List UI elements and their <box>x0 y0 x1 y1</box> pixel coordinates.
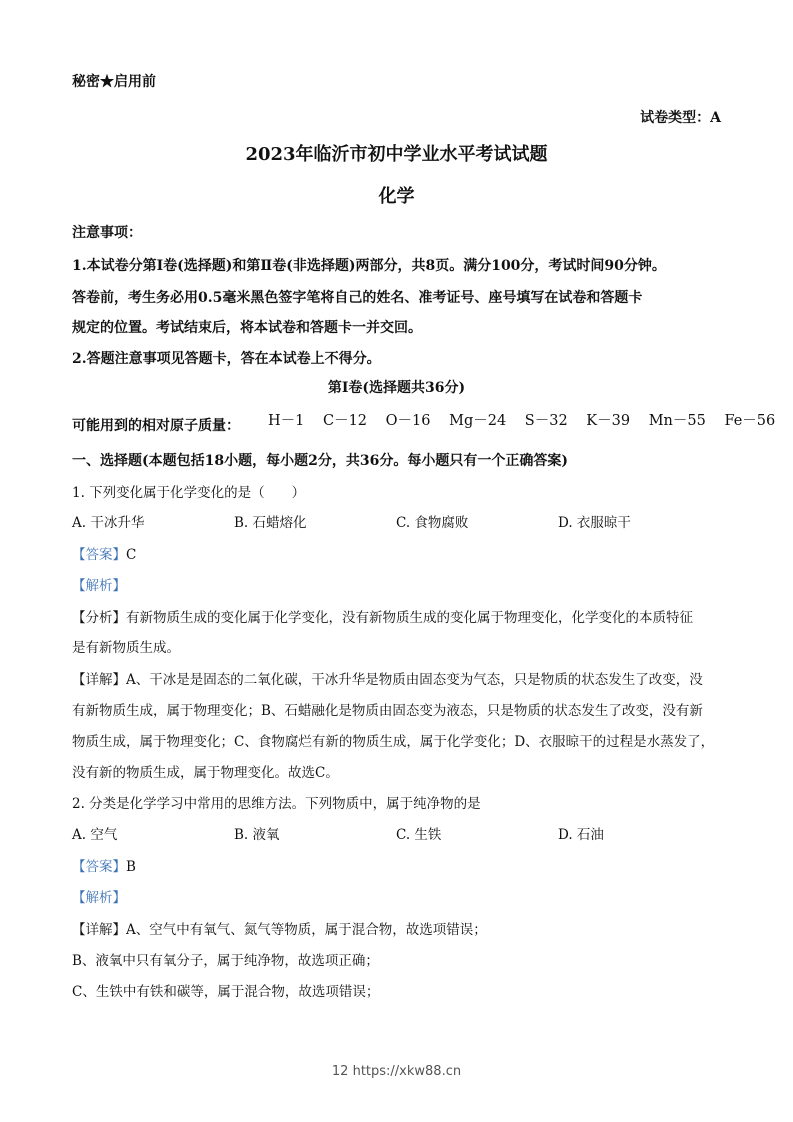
question-2-jiexi-tag: 【解析】 <box>72 890 126 906</box>
question-2-option-a: A. 空气 <box>72 827 118 843</box>
atomic-mass-item: Mg－24 <box>449 413 507 429</box>
multiple-choice-heading: 一、选择题(本题包括18小题，每小题2分，共36分。每小题只有一个正确答案) <box>72 453 568 469</box>
answer-tag: 【答案】 <box>72 859 126 875</box>
detail-tag: 【详解】 <box>72 922 126 938</box>
question-2-detail-line: C、生铁中有铁和碳等，属于混合物，故选项错误； <box>72 984 380 1000</box>
atomic-mass-item: S－32 <box>524 413 568 429</box>
question-1-option-a: A. 干冰升华 <box>72 515 145 531</box>
detail-text: A、干冰是是固态的二氧化碳，干冰升华是物质由固态变为气态，只是物质的状态发生了改变，没 <box>126 672 703 688</box>
atomic-mass-item: H－1 <box>268 413 305 429</box>
notice-line: 1.本试卷分第Ⅰ卷(选择题)和第Ⅱ卷(非选择题)两部分，共8页。满分100分，考试时间90分钟。 <box>72 258 666 274</box>
question-2-detail-line: B、液氧中只有氧分子，属于纯净物，故选项正确； <box>72 953 379 969</box>
question-1-stem: 1. 下列变化属于化学变化的是（ ） <box>72 485 306 501</box>
analysis-text: 有新物质生成的变化属于化学变化，没有新物质生成的变化属于物理变化，化学变化的本质特征 <box>126 610 693 626</box>
notice-line: 答卷前，考生务必用0.5毫米黑色签字笔将自己的姓名、准考证号、座号填写在试卷和答题卡 <box>72 290 643 306</box>
question-1-analysis <box>72 608 693 628</box>
subject-title: 化学 <box>378 186 415 207</box>
question-2-detail <box>72 920 487 940</box>
atomic-mass-item: K－39 <box>586 413 631 429</box>
question-2-stem: 2. 分类是化学学习中常用的思维方法。下列物质中，属于纯净物的是 <box>72 796 481 812</box>
question-1-option-d: D. 衣服晾干 <box>558 515 631 531</box>
question-1-answer <box>72 545 136 565</box>
atomic-mass-item: Mn－55 <box>648 413 706 429</box>
answer-value: B <box>126 859 136 875</box>
question-1-detail <box>72 670 703 690</box>
detail-text: A、空气中有氧气、氮气等物质，属于混合物，故选项错误； <box>126 922 487 938</box>
page-footer: 12 https://xkw88.cn <box>331 1064 462 1079</box>
question-1-option-b: B. 石蜡熔化 <box>234 515 307 531</box>
notice-line: 规定的位置。考试结束后，将本试卷和答题卡一并交回。 <box>72 320 422 336</box>
atomic-mass-item: O－16 <box>385 413 431 429</box>
question-2-option-c: C. 生铁 <box>396 827 442 843</box>
notice-line: 2.答题注意事项见答题卡，答在本试卷上不得分。 <box>72 351 381 367</box>
answer-tag: 【答案】 <box>72 547 126 563</box>
answer-value: C <box>126 547 137 563</box>
confidential-label: 秘密★启用前 <box>72 74 156 90</box>
atomic-mass-list <box>268 411 787 431</box>
atomic-mass-item: Fe－56 <box>724 413 776 429</box>
notice-heading: 注意事项： <box>72 225 142 241</box>
question-1-detail-line: 有新物质生成，属于物理变化；B、石蜡融化是物质由固态变为液态，只是物质的状态发生了改变，没有新 <box>72 703 703 719</box>
section-title: 第Ⅰ卷(选择题共36分) <box>327 380 466 396</box>
question-1-detail-line: 没有新的物质生成，属于物理变化。故选C。 <box>72 765 339 781</box>
question-2-option-b: B. 液氧 <box>234 827 280 843</box>
question-2-option-d: D. 石油 <box>558 827 604 843</box>
exam-title: 2023年临沂市初中学业水平考试试题 <box>245 144 548 165</box>
detail-tag: 【详解】 <box>72 672 126 688</box>
question-2-answer <box>72 857 136 877</box>
analysis-tag: 【分析】 <box>72 610 126 626</box>
atomic-mass-label: 可能用到的相对原子质量： <box>72 418 240 434</box>
atomic-mass-item: C－12 <box>322 413 368 429</box>
paper-type-label: 试卷类型：A <box>640 110 721 126</box>
question-1-analysis-line: 是有新物质生成。 <box>72 640 180 656</box>
question-1-detail-line: 物质生成，属于物理变化；C、食物腐烂有新的物质生成，属于化学变化；D、衣服晾干的过程是水蒸发了， <box>72 734 715 750</box>
question-1-jiexi-tag: 【解析】 <box>72 578 126 594</box>
question-1-option-c: C. 食物腐败 <box>396 515 469 531</box>
